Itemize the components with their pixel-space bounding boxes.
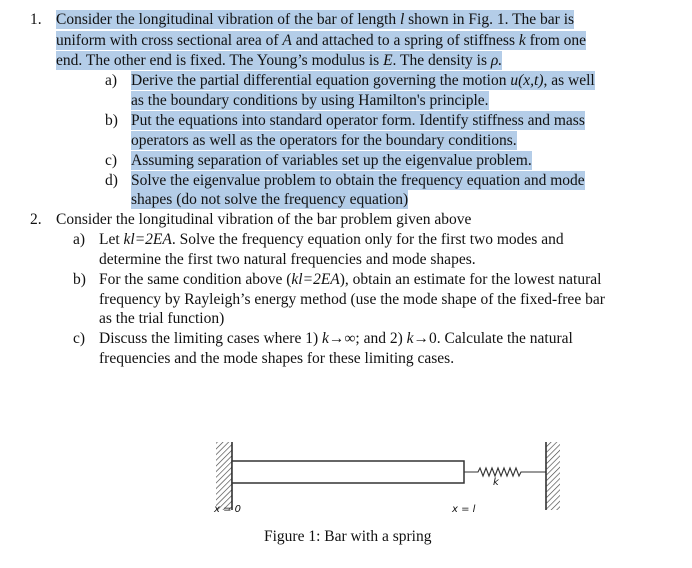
q2-item-b-label: b) [73, 271, 86, 288]
q1-line-1: Consider the longitudinal vibration of the bar of length l shown in Fig. 1. The bar is [56, 11, 575, 28]
q1-item-c-label: c) [105, 152, 118, 169]
q1-item-a-line-1: Derive the partial differential equation governing the motion u(x,t), as well [131, 72, 595, 89]
q1-item-b-line-2: operators as well as the operators for the boundary conditions. [131, 132, 517, 149]
q2-item-c-line-2: frequencies and the mode shapes for these limiting cases. [99, 350, 455, 367]
q1-item-c-line-1: Assuming separation of variables set up the eigenvalue problem. [131, 152, 532, 169]
q2-intro: Consider the longitudinal vibration of the bar problem given above [56, 211, 472, 228]
spring [464, 468, 546, 476]
q1-number: 1. [30, 11, 42, 28]
q1-line-3: end. The other end is fixed. The Young’s modulus is E. The density is ρ. [56, 52, 503, 69]
q2-item-c-label: c) [73, 330, 86, 347]
x-left-label: x = 0 [214, 504, 242, 515]
q2-item-a-line-1: Let kl=2EA. Solve the frequency equation only for the first two modes and [99, 231, 564, 248]
q2-item-b-line-1: For the same condition above (kl=2EA), obtain an estimate for the lowest natural [99, 271, 602, 288]
q2-item-a-label: a) [73, 231, 86, 248]
q1-item-b-line-1: Put the equations into standard operator form. Identify stiffness and mass [131, 112, 585, 129]
figure-caption: Figure 1: Bar with a spring [264, 528, 432, 545]
q1-item-b-label: b) [105, 112, 118, 129]
q1-line-2: uniform with cross sectional area of A and attached to a spring of stiffness k from one [56, 32, 587, 49]
q2-item-b-line-2: frequency by Rayleigh’s energy method (use the mode shape of the fixed-free bar [99, 291, 605, 308]
q2-number: 2. [30, 211, 42, 228]
bar-spring-figure [180, 428, 600, 518]
q2-item-b-line-3: as the trial function) [99, 310, 225, 327]
uniform-bar [232, 461, 464, 483]
spring-label-k: k [493, 477, 499, 488]
q1-item-d-label: d) [105, 172, 118, 189]
fixed-wall-left [216, 442, 232, 510]
x-right-label: x = l [452, 504, 476, 515]
q1-item-d-line-1: Solve the eigenvalue problem to obtain the frequency equation and mode [131, 172, 585, 189]
q1-item-a-line-2: as the boundary conditions by using Hamilton's principle. [131, 92, 489, 109]
q2-item-a-line-2: determine the first two natural frequencies and mode shapes. [99, 251, 476, 268]
q1-item-a-label: a) [105, 72, 118, 89]
q1-item-d-line-2: shapes (do not solve the frequency equation) [131, 191, 409, 208]
fixed-wall-right [546, 442, 560, 510]
q2-item-c-line-1: Discuss the limiting cases where 1) k→∞; and 2) k→0. Calculate the natural [99, 330, 573, 347]
